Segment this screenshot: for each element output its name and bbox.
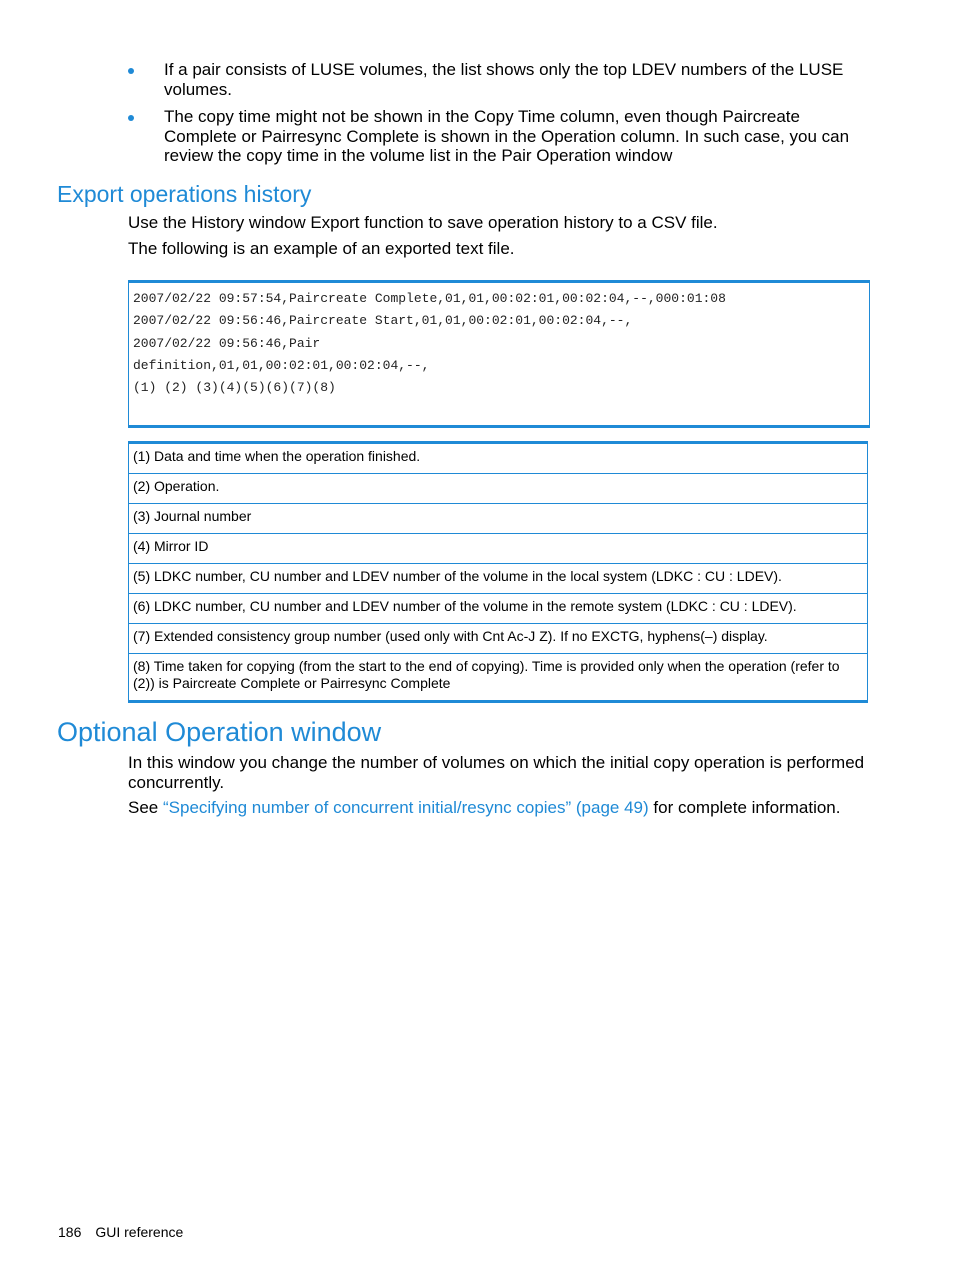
bullet-item <box>128 60 870 99</box>
optional-operation-heading: Optional Operation window <box>57 717 382 747</box>
legend-cell: (2) Operation. <box>129 474 868 504</box>
note-bullet-list <box>128 60 870 174</box>
code-line: 2007/02/22 09:56:46,Pair <box>133 335 321 351</box>
export-description: Use the History window Export function to save operation history to a CSV file. <box>128 213 718 232</box>
see-prefix: See <box>128 798 163 817</box>
table-row <box>129 474 868 504</box>
table-row <box>129 624 868 654</box>
legend-cell: (7) Extended consistency group number (used only with Cnt Ac-J Z). If no EXCTG, hyphens(–) display. <box>129 624 868 654</box>
code-line: definition,01,01,00:02:01,00:02:04,--, <box>133 357 430 373</box>
see-reference <box>128 798 870 818</box>
field-legend-table <box>128 441 868 703</box>
legend-cell: (3) Journal number <box>129 504 868 534</box>
legend-cell: (4) Mirror ID <box>129 534 868 564</box>
legend-cell: (6) LDKC number, CU number and LDEV number of the volume in the remote system (LDKC : CU : LDEV). <box>129 594 868 624</box>
optional-description: In this window you change the number of volumes on which the initial copy operation is performed concurrently. <box>128 753 865 792</box>
bullet-dot-icon <box>128 68 134 74</box>
legend-cell: (5) LDKC number, CU number and LDEV number of the volume in the local system (LDKC : CU : LDEV). <box>129 564 868 594</box>
page-footer <box>58 1223 183 1241</box>
table-row <box>129 534 868 564</box>
code-line: 2007/02/22 09:57:54,Paircreate Complete,01,01,00:02:01,00:02:04,--,000:01:08 <box>133 291 726 306</box>
table-row <box>129 504 868 534</box>
code-example-box <box>128 280 870 428</box>
table-row <box>129 594 868 624</box>
table-row <box>129 564 868 594</box>
bullet-dot-icon <box>128 115 134 121</box>
export-example-intro: The following is an example of an exported text file. <box>128 239 515 258</box>
legend-cell: (8) Time taken for copying (from the start to the end of copying). Time is provided only when the operation (refer to (2)) is Paircreate Complete or Pairresync Complete <box>129 654 868 702</box>
code-line: 2007/02/22 09:56:46,Paircreate Start,01,01,00:02:01,00:02:04,--, <box>133 313 633 329</box>
bullet-item <box>128 107 870 166</box>
see-suffix: for complete information. <box>648 798 841 817</box>
legend-cell: (1) Data and time when the operation finished. <box>129 443 868 474</box>
page-number: 186 <box>58 1224 82 1240</box>
bullet-text: The copy time might not be shown in the Copy Time column, even though Paircreate Complete or Pairresync Complete is shown in the Operation column. In such case, you can review the copy time in the volume list in the Pair Operation window <box>164 107 850 165</box>
cross-reference-link[interactable]: “Specifying number of concurrent initial/resync copies” (page 49) <box>162 798 649 817</box>
table-row <box>129 443 868 474</box>
footer-section-title: GUI reference <box>95 1224 184 1240</box>
export-history-heading: Export operations history <box>57 181 312 207</box>
code-line: (1) (2) (3)(4)(5)(6)(7)(8) <box>133 380 336 396</box>
bullet-text: If a pair consists of LUSE volumes, the list shows only the top LDEV numbers of the LUSE volumes. <box>164 60 844 99</box>
table-row <box>129 654 868 702</box>
